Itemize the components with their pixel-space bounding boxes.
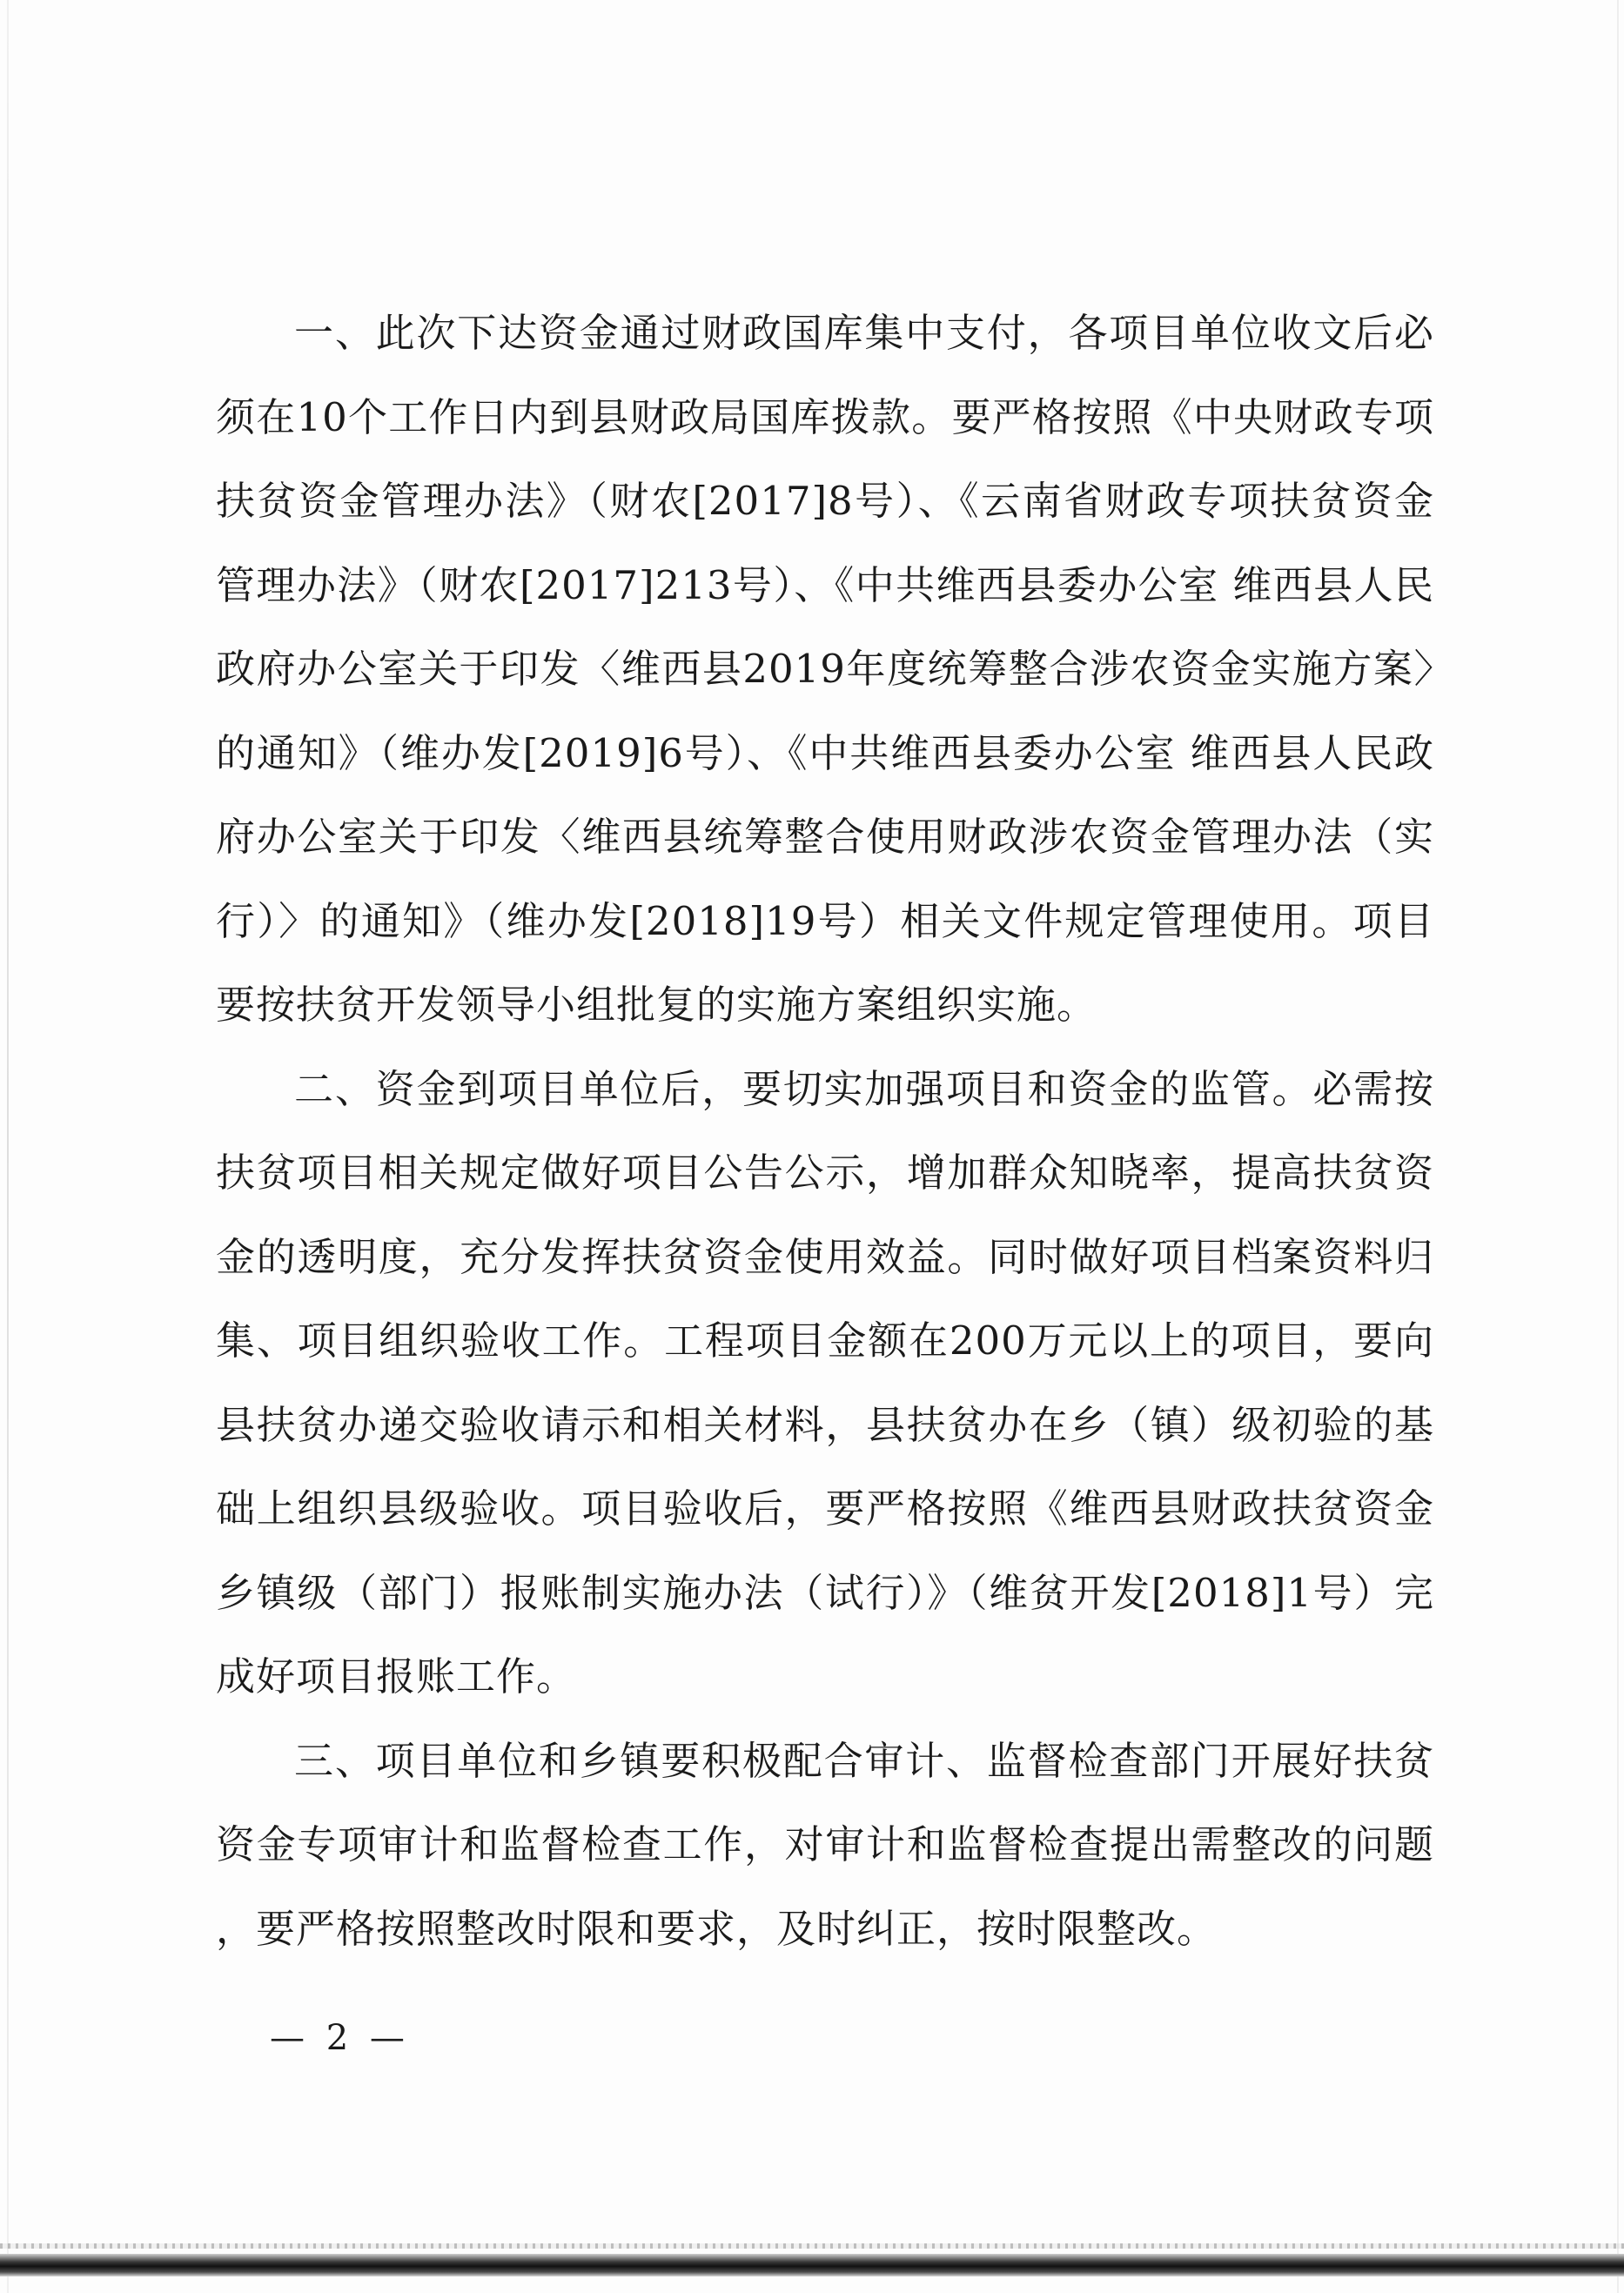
paragraph-1: 一、此次下达资金通过财政国库集中支付，各项目单位收文后必须在10个工作日内到县财政局国库拨款。要严格按照《中央财政专项扶贫资金管理办法》（财农[2017]8号）、《云南省财政专项扶贫资金管理办法》（财农[2017]213号）、《中共维西县委办公室 维西县人民政府办公室关于印发〈维西县2019年度统筹整合涉农资金实施方案〉的通知》（维办发[2019]6号）、《中共维西县委办公室 维西县人民政府办公室关于印发〈维西县统筹整合使用财政涉农资金管理办法（实行）〉的通知》（维办发[2018]19号）相关文件规定管理使用。项目要按扶贫开发领导小组批复的实施方案组织实施。	[216, 310, 1434, 1028]
scan-left-edge	[7, 0, 9, 2293]
page-number: — 2 —	[270, 2018, 410, 2058]
paragraph-3: 三、项目单位和乡镇要积极配合审计、监督检查部门开展好扶贫资金专项审计和监督检查工作，对审计和监督检查提出需整改的问题，要严格按照整改时限和要求，及时纠正，按时限整改。	[216, 1737, 1434, 1952]
paragraph-2: 二、资金到项目单位后，要切实加强项目和资金的监管。必需按扶贫项目相关规定做好项目公告公示，增加群众知晓率，提高扶贫资金的透明度，充分发挥扶贫资金使用效益。同时做好项目档案资料归集、项目组织验收工作。工程项目金额在200万元以上的项目，要向县扶贫办递交验收请示和相关材料，县扶贫办在乡（镇）级初验的基础上组织县级验收。项目验收后，要严格按照《维西县财政扶贫资金乡镇级（部门）报账制实施办法（试行）》（维贫开发[2018]1号）完成好项目报账工作。	[216, 1065, 1434, 1700]
document-body	[216, 292, 1434, 1971]
scan-right-edge	[1617, 0, 1619, 2293]
scan-bottom-texture	[0, 2243, 1624, 2249]
scan-bottom-edge	[0, 2254, 1624, 2276]
